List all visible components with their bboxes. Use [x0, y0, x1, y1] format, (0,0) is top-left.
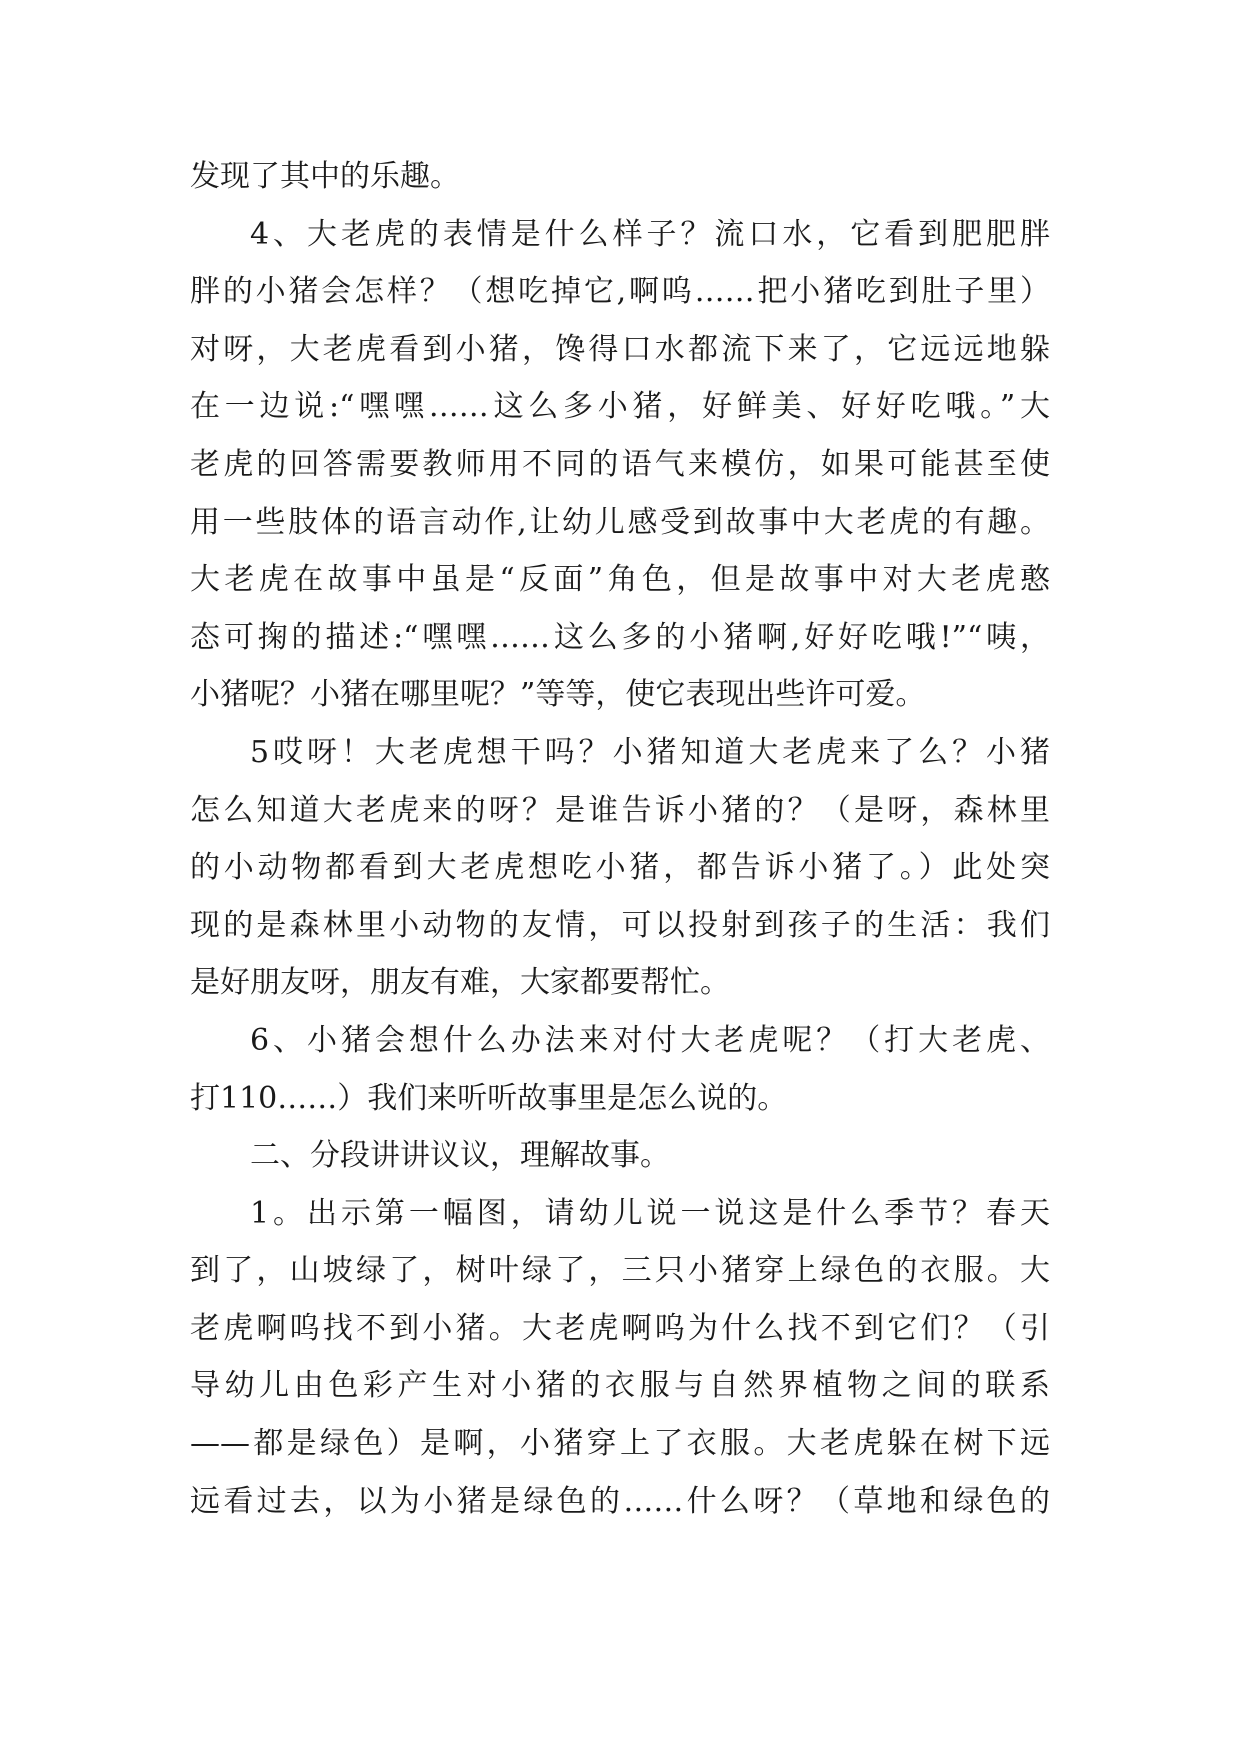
body-text	[190, 148, 1050, 1530]
text-line: 导幼儿由色彩产生对小猪的衣服与自然界植物之间的联系	[190, 1368, 1050, 1404]
text-line: 是好朋友呀，朋友有难，大家都要帮忙。	[190, 965, 730, 1001]
text-line: 到了，山坡绿了，树叶绿了，三只小猪穿上绿色的衣服。大	[190, 1253, 1050, 1289]
text-line: 打110……）我们来听听故事里是怎么说的。	[190, 1080, 788, 1116]
text-line: 6、小猪会想什么办法来对付大老虎呢？（打大老虎、	[250, 1022, 1050, 1058]
text-line: 的小动物都看到大老虎想吃小猪，都告诉小猪了。）此处突	[190, 850, 1050, 886]
text-line: 远看过去，以为小猪是绿色的……什么呀？（草地和绿色的	[190, 1483, 1050, 1519]
text-line: 老虎的回答需要教师用不同的语气来模仿，如果可能甚至使	[190, 446, 1050, 482]
text-line: 用一些肢体的语言动作,让幼儿感受到故事中大老虎的有趣。	[190, 504, 1050, 540]
text-line: 5哎呀！大老虎想干吗？小猪知道大老虎来了么？小猪	[250, 734, 1050, 770]
section-heading: 二、分段讲讲议议，理解故事。	[250, 1138, 670, 1174]
text-line: ——都是绿色）是啊，小猪穿上了衣服。大老虎躲在树下远	[190, 1426, 1050, 1462]
text-line: 1。出示第一幅图，请幼儿说一说这是什么季节？春天	[250, 1195, 1050, 1231]
text-line: 老虎啊呜找不到小猪。大老虎啊呜为什么找不到它们？（引	[190, 1310, 1050, 1346]
text-line: 大老虎在故事中虽是“反面”角色，但是故事中对大老虎憨	[190, 562, 1050, 598]
text-line: 发现了其中的乐趣。	[190, 159, 460, 194]
text-line: 对呀，大老虎看到小猪，馋得口水都流下来了，它远远地躲	[190, 331, 1050, 367]
text-line: 小猪呢？小猪在哪里呢？”等等，使它表现出些许可爱。	[190, 677, 926, 713]
text-line: 怎么知道大老虎来的呀？是谁告诉小猪的？（是呀，森林里	[190, 792, 1050, 828]
text-line: 现的是森林里小动物的友情，可以投射到孩子的生活：我们	[190, 907, 1050, 943]
text-line: 胖的小猪会怎样？（想吃掉它,啊呜……把小猪吃到肚子里）	[190, 274, 1050, 310]
text-line: 4、大老虎的表情是什么样子？流口水，它看到肥肥胖	[250, 216, 1050, 252]
text-line: 态可掬的描述:“嘿嘿……这么多的小猪啊,好好吃哦!”“咦，	[190, 619, 1050, 655]
text-line: 在一边说:“嘿嘿……这么多小猪，好鲜美、好好吃哦。”大	[190, 389, 1050, 425]
